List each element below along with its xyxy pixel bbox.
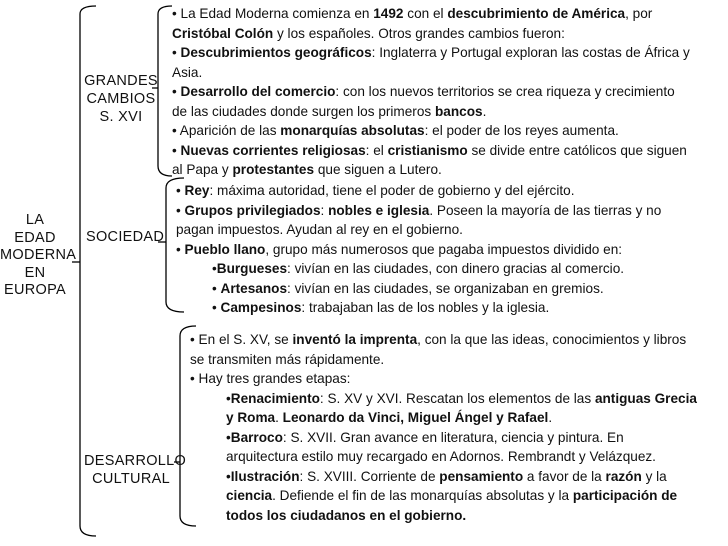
bold-text: Leonardo da Vinci, Miguel Ángel y Rafael [282,410,549,425]
sociedad-label [86,228,165,246]
bold-text: Pueblo llano [184,241,266,257]
bold-text: pensamiento [439,468,524,484]
bold-text: cristianismo [387,142,468,158]
text-line [190,330,697,350]
text-line [176,279,661,299]
bold-text: Artesanos [220,280,288,296]
text-line [190,506,697,526]
text-segment: • [176,183,185,198]
text-line [176,181,661,201]
text-segment: • [176,202,185,218]
text-segment: y los españoles. Otros grandes cambios fueron: [273,25,565,41]
text-line [190,369,697,389]
bold-text: Desarrollo del comercio [180,84,336,99]
text-segment: . Defiende el fin de las monarquías absolutas y la [272,488,573,503]
sociedad-text [176,181,661,318]
text-segment: : trabajaban las de los nobles y la iglesia. [301,300,550,315]
text-segment: a favor de la [523,468,606,484]
grandes-cambios-label [84,72,158,126]
text-segment: • Hay tres grandes etapas: [190,371,351,386]
text-line [172,63,690,83]
text-line [176,240,661,260]
text-segment: • [226,429,231,445]
text-segment: • [226,390,231,406]
root-title-line: EUROPA [4,282,66,298]
text-segment: . Poseen la mayoría de las tierras y no [429,202,662,218]
text-segment: . [482,103,487,119]
text-segment: con el [403,6,448,21]
root-title-line: LA [25,212,45,228]
bold-text: Grupos privilegiados [184,202,321,218]
text-segment: pagan impuestos. Ayudan al rey en el gobierno. [176,222,463,237]
text-line [176,259,661,279]
bold-text: Campesinos [220,300,302,315]
text-segment: : vivían en las ciudades, se organizaban en gremios. [287,280,604,296]
text-segment: • [176,241,185,257]
text-line [172,102,690,122]
text-segment: , grupo más numerosos que pagaba impuestos dividido en: [265,241,623,257]
bold-text: Burgueses [216,261,288,276]
root-title-line: EDAD [14,229,56,246]
text-segment: : Inglaterra y Portugal exploran las costas de África y [371,45,690,60]
text-segment: se divide entre católicos que siguen [467,142,687,158]
text-segment: • La Edad Moderna comienza en [172,6,374,21]
bold-text: participación de [572,488,678,503]
grandes-cambios-text [172,4,690,180]
bold-text: Barroco [230,429,283,445]
section-label-line: CULTURAL [92,471,170,487]
text-segment: . [548,410,553,425]
text-segment: , por [625,6,653,21]
section-label-line: S. XVI [99,109,143,125]
bold-text: antiguas Grecia [594,390,697,406]
text-line [190,350,697,370]
bold-text: razón [605,468,642,484]
bold-text: bancos [434,103,483,119]
text-segment: • [226,468,231,484]
bold-text: Nuevas corrientes religiosas [180,142,366,158]
text-segment: : máxima autoridad, tiene el poder de gobierno y del ejército. [209,183,575,198]
bold-text: Ilustración [230,468,300,484]
text-segment: : el [365,142,388,158]
bold-text: protestantes [232,162,315,177]
text-segment: • En el S. XV, se [190,332,293,347]
section-label-line: CAMBIOS [86,91,156,107]
text-line [172,4,690,24]
text-line [172,43,690,63]
text-segment: : vivían en las ciudades, con dinero gracias al comercio. [287,261,625,276]
bold-text: descubrimiento de América [447,6,626,21]
root-title-line: EN [24,264,46,281]
text-line [190,389,697,409]
bold-text: nobles e iglesia [328,202,430,218]
text-segment: • Aparición de las [172,123,281,138]
text-segment: se transmiten más rápidamente. [190,351,385,367]
text-segment: y la [641,468,667,484]
text-line [176,220,661,240]
text-line [172,160,690,180]
text-segment: • [172,142,181,158]
text-line [176,201,661,221]
desarrollo-cultural-label [84,452,187,488]
text-line [190,486,697,506]
bold-text: Rey [184,183,210,198]
text-line [172,82,690,102]
text-segment: • [212,280,221,296]
root-title [0,212,77,300]
text-segment: • [172,45,181,60]
text-segment: : con los nuevos territorios se crea riqueza y crecimiento [335,84,675,99]
text-segment: : S. XVII. Gran avance en literatura, ciencia y pintura. En [282,429,624,445]
text-line [190,467,697,487]
text-segment: arquitectura estilo muy recargado en Adornos. Rembrandt y Velázquez. [226,449,656,464]
text-line [190,428,697,448]
text-line [176,298,661,318]
text-segment: que siguen a Lutero. [314,162,442,177]
text-line [190,447,697,467]
section-label-line: DESARROLLO [84,453,187,469]
bold-text: ciencia [226,488,273,503]
section-label-line: SOCIEDAD [86,229,165,245]
text-segment: • [172,84,181,99]
text-segment: . [275,410,283,425]
text-segment: • [212,261,217,276]
text-segment: : S. XV y XVI. Rescatan los elementos de las [319,390,595,406]
bold-text: monarquías absolutas [280,123,425,138]
root-title-line: MODERNA [0,247,77,263]
bold-text: 1492 [373,6,404,21]
text-segment: , con la que las ideas, conocimientos y libros [417,332,687,347]
text-line [172,141,690,161]
text-segment: de las ciudades donde surgen los primeros [172,103,435,119]
section-label-line: GRANDES [84,73,158,89]
bold-text: todos los ciudadanos en el gobierno. [226,507,467,523]
bold-text: Cristóbal Colón [172,25,274,41]
text-segment: : [320,202,329,218]
text-line [190,408,697,428]
text-segment: Asia. [172,64,203,80]
bold-text: Descubrimientos geográficos [180,45,372,60]
desarrollo-cultural-text [190,330,697,525]
text-segment: : S. XVIII. Corriente de [299,468,440,484]
bold-text: inventó la imprenta [292,332,418,347]
bold-text: y Roma [226,410,276,425]
text-segment: al Papa y [172,162,233,177]
bold-text: Renacimiento [230,390,320,406]
text-line [172,24,690,44]
text-segment: : el poder de los reyes aumenta. [424,123,619,138]
text-segment: • [212,300,221,315]
text-line [172,121,690,141]
grandes-bracket [158,6,172,176]
